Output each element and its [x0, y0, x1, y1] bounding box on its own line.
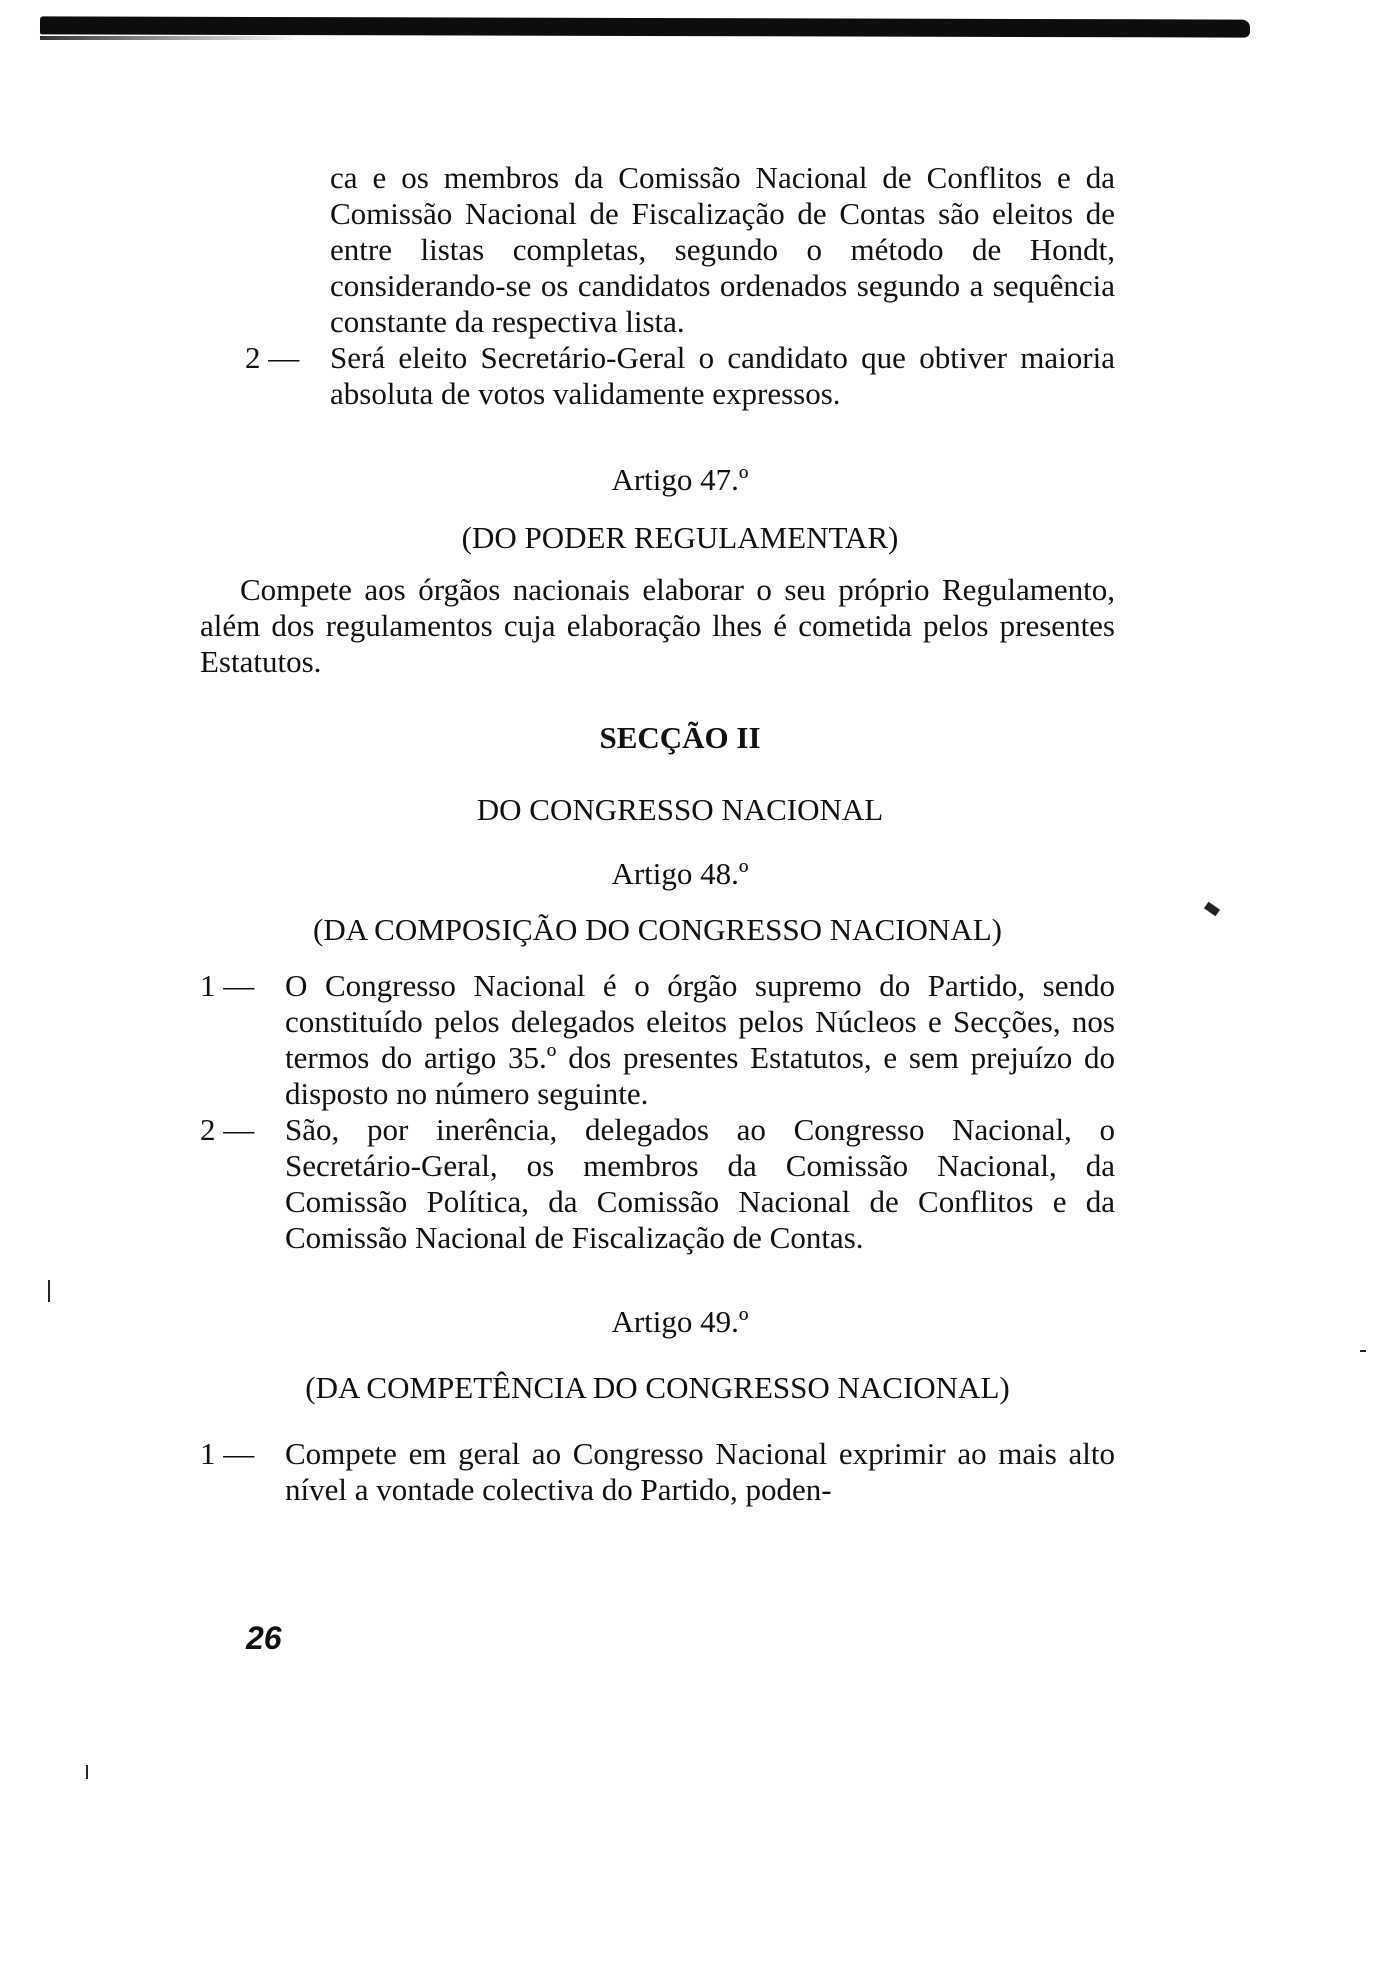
list-item — [200, 1112, 1115, 1256]
item-number: 2 — — [245, 340, 300, 375]
section-title: SECÇÃO II — [599, 720, 761, 755]
list-item — [245, 340, 1115, 412]
page-number: 26 — [246, 1620, 282, 1656]
section-subtitle: DO CONGRESSO NACIONAL — [476, 792, 884, 827]
item-number: 2 — — [200, 1112, 255, 1147]
scan-speck — [1204, 902, 1220, 917]
item-number: 1 — — [200, 968, 255, 1003]
scan-speck — [48, 1280, 50, 1302]
article-47-body: Compete aos órgãos nacionais elaborar o seu próprio Regulamento, além dos regulamentos cuja elaboração lhes é cometida pelos presentes Estatutos. — [200, 572, 1115, 679]
scan-edge-shadow — [40, 36, 300, 40]
item-number: 1 — — [200, 1436, 255, 1471]
article-49-title: Artigo 49.º — [611, 1304, 749, 1339]
list-item — [200, 1436, 1115, 1508]
article-48-subtitle: (DA COMPOSIÇÃO DO CONGRESSO NACIONAL) — [313, 912, 1002, 947]
continuation-paragraph: ca e os membros da Comissão Nacional de Conflitos e da Comissão Nacional de Fiscalização de Contas são eleitos de entre listas completas, segundo o método de Hondt, considerando-se os candidatos ordenados segundo a sequência constante da respectiva lista. — [330, 160, 1115, 339]
scan-edge-bar — [40, 16, 1250, 37]
article-47-subtitle: (DO PODER REGULAMENTAR) — [461, 520, 899, 555]
item-text: O Congresso Nacional é o órgão supremo do Partido, sendo constituído pelos delegados eleitos pelos Núcleos e Secções, nos termos do artigo 35.º dos presentes Estatutos, e sem prejuízo do disposto no número seguinte. — [285, 968, 1115, 1111]
article-49-subtitle: (DA COMPETÊNCIA DO CONGRESSO NACIONAL) — [305, 1370, 1010, 1405]
article-47-title: Artigo 47.º — [611, 462, 749, 497]
document-page — [200, 160, 1115, 1508]
item-text: Será eleito Secretário-Geral o candidato que obtiver maioria absoluta de votos validamente expressos. — [330, 340, 1115, 411]
scan-speck — [1360, 1350, 1366, 1352]
list-item — [200, 968, 1115, 1112]
item-text: Compete em geral ao Congresso Nacional exprimir ao mais alto nível a vontade colectiva do Partido, poden- — [285, 1436, 1115, 1507]
scan-speck — [86, 1765, 88, 1779]
article-48-title: Artigo 48.º — [611, 856, 749, 891]
item-text: São, por inerência, delegados ao Congresso Nacional, o Secretário-Geral, os membros da Comissão Nacional, da Comissão Política, da Comissão Nacional de Conflitos e da Comissão Nacional de Fiscalização de Contas. — [285, 1112, 1115, 1255]
